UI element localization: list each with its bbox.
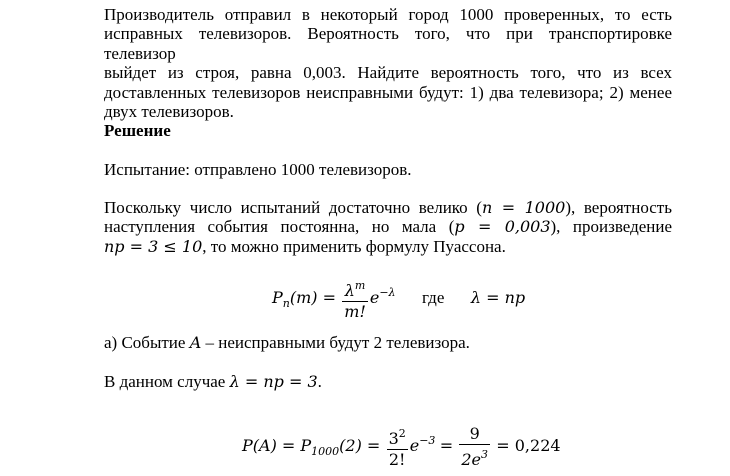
subscript: 1000: [311, 444, 340, 458]
poisson-formula: [272, 276, 525, 322]
problem-line: выйдет из строя, равна 0,003. Найдите вероятность того, что из всех: [104, 63, 672, 83]
fraction-denominator: 2!: [388, 450, 406, 469]
superscript: −3: [419, 433, 436, 447]
poisson-line: [104, 217, 672, 236]
text-span: .: [317, 372, 322, 391]
e-symbol: e: [369, 287, 380, 307]
denominator-text: 2e: [461, 450, 481, 469]
exponential: [369, 285, 396, 307]
text-span: наступления события постоянна, но мала (: [104, 217, 455, 237]
superscript: 3: [481, 448, 488, 461]
text-span: Поскольку число испытаний достаточно велико (: [104, 198, 482, 217]
fraction-denominator: m!: [344, 302, 366, 321]
poisson-line: [104, 237, 672, 256]
number: 3: [388, 429, 399, 448]
text-span: ), вероятность: [565, 198, 672, 217]
superscript: 2: [398, 427, 406, 440]
fraction: [459, 424, 490, 470]
solution-heading: Решение: [104, 121, 171, 140]
problem-line: исправных телевизоров. Вероятность того, что при транспортировке телевизор: [104, 24, 672, 63]
fraction-numerator: 9: [459, 424, 490, 445]
superscript: m: [354, 279, 366, 292]
subscript-n: n: [282, 296, 290, 310]
this-case-line: [104, 372, 322, 392]
problem-line: доставленных телевизоров неисправными будут: 1) два телевизора; 2) менее: [104, 82, 672, 102]
fraction-numerator: [387, 424, 408, 450]
result-value: = 0,224: [496, 435, 561, 455]
lambda-definition: λ = np: [470, 287, 526, 307]
text-span: , то можно применить формулу Пуассона.: [202, 236, 506, 256]
trial-text: Испытание: отправлено 1000 телевизоров.: [104, 160, 412, 179]
fraction: [342, 276, 368, 322]
math-p: p = 0,003: [454, 217, 551, 237]
formula-lhs: [272, 287, 337, 310]
probability-formula: [242, 424, 561, 470]
poisson-line: [104, 198, 672, 217]
problem-statement: [104, 5, 672, 121]
symbol-p: P: [272, 287, 283, 307]
event-a: A: [189, 333, 202, 352]
text-span: ), произведение: [550, 217, 673, 237]
problem-line: Производитель отправил в некоторый город 1000 проверенных, то есть: [104, 5, 672, 24]
lhs-text: P(A) = P: [242, 435, 312, 455]
fraction-denominator: [459, 445, 490, 470]
part-a-line: [104, 333, 470, 353]
text-span: В данном случае: [104, 372, 230, 391]
e-symbol: e: [409, 435, 420, 455]
math-np: np = 3 ≤ 10: [104, 236, 203, 256]
problem-line: двух телевизоров.: [104, 102, 234, 122]
lambda-value: λ = np = 3: [229, 372, 318, 391]
formula-arg: (2) =: [339, 435, 381, 455]
lambda: λ: [344, 281, 355, 300]
fraction-numerator: [342, 276, 368, 302]
text-span: – неисправными будут 2 телевизора.: [201, 333, 470, 352]
exponential: [409, 433, 436, 455]
fraction: [387, 424, 408, 470]
where-word: где: [422, 287, 445, 307]
text-span: а) Событие: [104, 333, 190, 352]
formula-arg: (m) =: [289, 287, 337, 307]
equals-sign: =: [439, 435, 454, 455]
superscript: −λ: [379, 285, 396, 299]
math-n: n = 1000: [481, 198, 566, 217]
poisson-paragraph: [104, 198, 672, 256]
formula-lhs: [242, 435, 381, 458]
